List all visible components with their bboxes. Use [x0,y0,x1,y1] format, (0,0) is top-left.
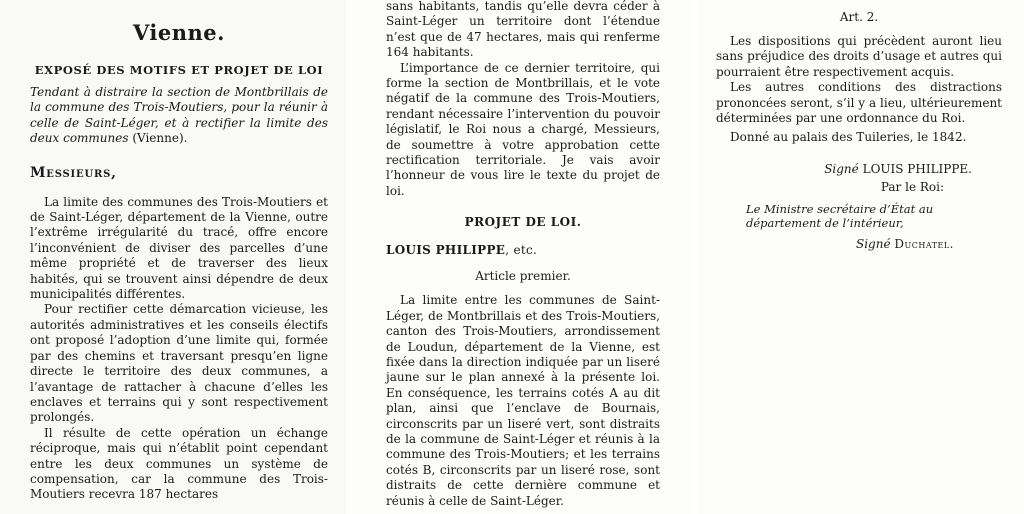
page-column-right [698,0,1024,514]
page-column-left [0,0,346,514]
paragraph: Les dispositions qui précèdent auront lieu sans préjudice des droits d’usage et autres qui pourraient être respectivement acquis. [716,34,1002,79]
paragraph: La limite des communes des Trois-Moutiers et de Saint-Léger, département de la Vienne, outre l’extrême irrégularité du tracé, offre encore l’inconvénient de diviser des parcelles d’une même propriété et de traverser des lieux habités, qui se trouvent ainsi dépendre de deux municipalités différentes. [30,194,328,302]
king-suffix: , etc. [505,243,538,258]
bill-subtitle-italic: Tendant à distraire la section de Montbrillais de la commune des Trois-Moutiers, pour la réunir à celle de Saint-Léger, et à rectifier la limite des deux communes [30,85,328,146]
signature-king [716,162,1002,176]
signe-name: Duchatel. [894,236,954,251]
department-title: Vienne. [133,20,225,45]
expose-heading: EXPOSÉ DES MOTIFS ET PROJET DE LOI [34,63,324,77]
paragraph: sans habitants, tandis qu’elle devra céder à Saint-Léger un territoire dont l’étendue n’est que de 47 hectares, mais qui renferme 164 habitants. [386,0,660,60]
article-2-title: Art. 2. [839,10,879,24]
page-column-middle [352,0,692,514]
king-line [386,243,660,257]
paragraph: Il résulte de cette opération un échange réciproque, mais qui n’établit point cependant entre les deux communes un système de compensation, car la commune des Trois-Moutiers recevra 187 hectares [30,425,328,502]
bill-subtitle [30,85,328,147]
column-left-content [30,14,328,503]
king-name: LOUIS PHILIPPE [386,243,506,258]
paragraph: Donné au palais des Tuileries, le 1842. [730,130,967,145]
signature-minister [716,237,1002,251]
par-le-roi: Par le Roi: [880,179,944,194]
paragraph: La limite entre les communes de Saint-Léger, de Montbrillais et des Trois-Moutiers, canton des Trois-Moutiers, arrondissement de Loudun, département de la Vienne, est fixée dans la direction indiquée par un liseré jaune sur le plan annexé à la présente loi. En conséquence, les terrains cotés A au dit plan, ainsi que l’enclave de Bournais, circonscrits par un liseré vert, sont distraits de la commune de Saint-Léger et réunis à la commune des Trois-Moutiers; et les terrains cotés B, circonscrits par un liseré rose, sont distraits de cette dernière commune et réunis à celle de Saint-Léger. [386,293,660,508]
signe-name: LOUIS PHILIPPE. [862,161,972,176]
bill-subtitle-tail: (Vienne). [128,131,188,146]
column-right-content [716,10,1002,251]
column-middle-content [386,0,660,509]
paragraph: L’importance de ce dernier territoire, qui forme la section de Montbrillais, et le vote négatif de la commune des Trois-Moutiers, rendant nécessaire l’intervention du pouvoir législatif, le Roi nous a chargé, Messieurs, de soumettre à votre approbation cette rectification territoriale. Je vais avoir l’honneur de vous lire le texte du projet de loi. [386,60,660,198]
signe-label: Signé [824,161,859,176]
minister-title: Le Ministre secrétaire d’État au département de l’intérieur, [746,201,934,231]
article-title: Article premier. [475,269,571,284]
paragraph: Les autres conditions des distractions prononcées seront, s’il y a lieu, ultérieurement déterminées par une ordonnance du Roi. [716,80,1002,126]
salutation: Messieurs, [30,164,117,181]
projet-de-loi-title: PROJET DE LOI. [464,215,582,230]
paragraph: Pour rectifier cette démarcation vicieuse, les autorités administratives et les conseils électifs ont proposé l’adoption d’une limite qui, formée par des chemins et traversant presqu’en ligne directe le territoire des deux communes, a l’avantage de rattacher à chacune d’elles les enclaves et terrains qui y sont respectivement prolongés. [30,302,328,425]
signe-label: Signé [855,236,891,251]
left-body [30,195,328,503]
